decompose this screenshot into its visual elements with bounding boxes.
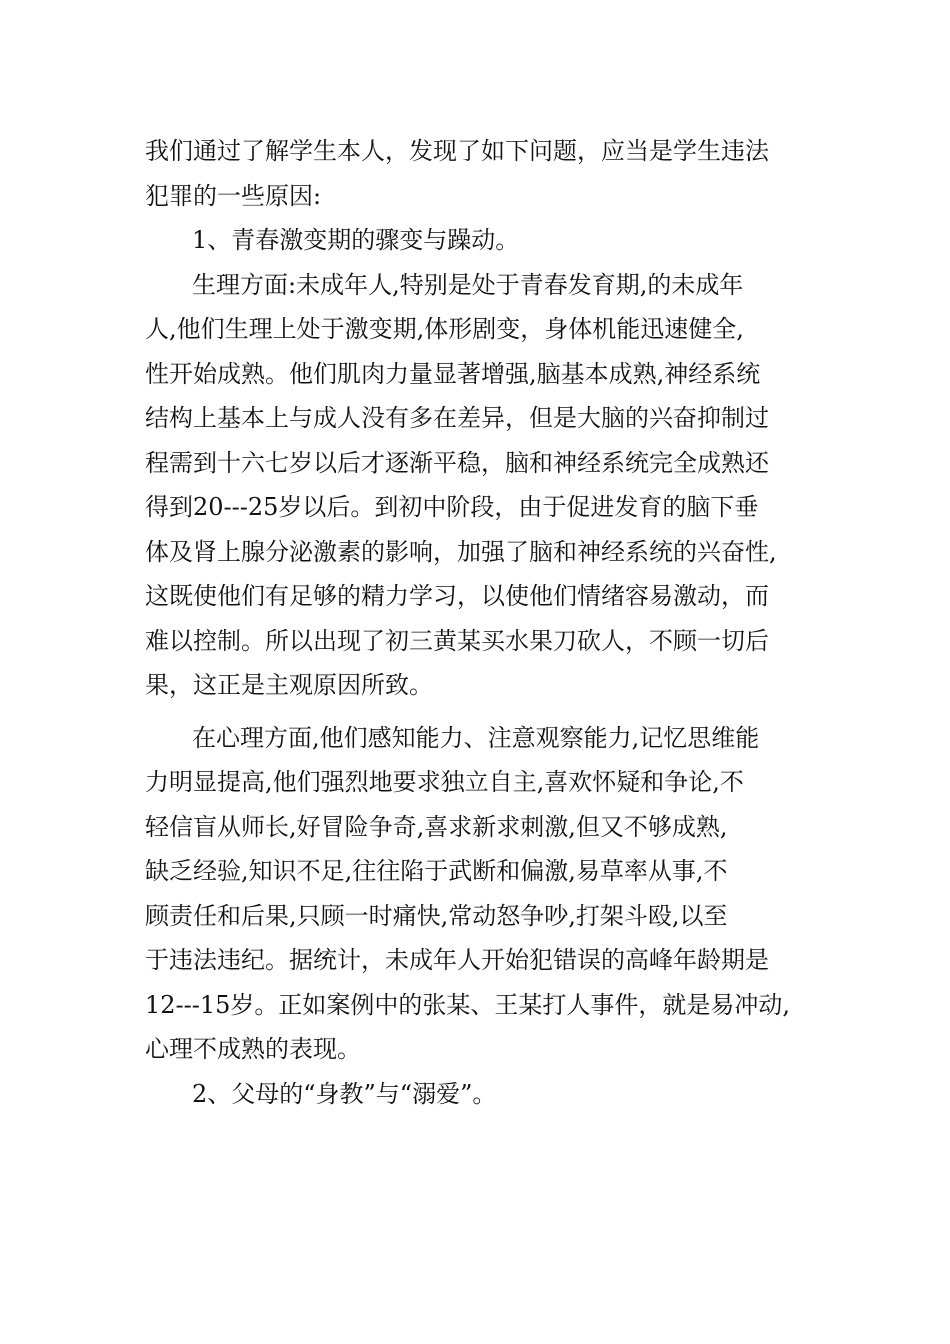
text-line: 人,他们生理上处于激变期,体形剧变，身体机能迅速健全, [145, 315, 744, 343]
text-line: 体及肾上腺分泌激素的影响，加强了脑和神经系统的兴奋性, [145, 537, 777, 566]
text-line: 轻信盲从师长,好冒险争奇,喜求新求刺激,但又不够成熟, [145, 812, 728, 841]
text-line: 难以控制。所以出现了初三黄某买水果刀砍人，不顾一切后 [145, 626, 769, 655]
text-line: 我们通过了解学生本人，发现了如下问题，应当是学生违法 [145, 137, 769, 165]
text-line: 这既使他们有足够的精力学习，以使他们情绪容易激动，而 [145, 582, 769, 610]
section-heading: 2、父母的“身教”与“溺爱”。 [192, 1079, 497, 1108]
text-line: 程需到十六七岁以后才逐渐平稳，脑和神经系统完全成熟还 [145, 448, 769, 477]
paragraph-gap [145, 708, 810, 716]
section-heading: 1、青春激变期的骤变与躁动。 [192, 226, 520, 254]
text-line: 得到20---25岁以后。到初中阶段，由于促进发育的脑下垂 [145, 493, 759, 521]
text-line: 在心理方面,他们感知能力、注意观察能力,记忆思维能 [192, 723, 760, 752]
text-line: 性开始成熟。他们肌肉力量显著增强,脑基本成熟,神经系统 [145, 359, 761, 388]
body-text [145, 129, 810, 1116]
text-line: 于违法违纪。据统计，未成年人开始犯错误的高峰年龄期是 [145, 946, 769, 974]
text-line: 缺乏经验,知识不足,往往陷于武断和偏激,易草率从事,不 [145, 857, 728, 885]
text-line: 果，这正是主观原因所致。 [145, 671, 433, 699]
text-line: 力明显提高,他们强烈地要求独立自主,喜欢怀疑和争论,不 [145, 768, 744, 796]
text-line: 顾责任和后果,只顾一时痛快,常动怒争吵,打架斗殴,以至 [145, 901, 728, 930]
text-line: 犯罪的一些原因: [145, 181, 322, 210]
text-line: 生理方面:未成年人,特别是处于青春发育期,的未成年 [192, 270, 744, 299]
text-line: 心理不成熟的表现。 [145, 1035, 361, 1063]
text-line: 结构上基本上与成人没有多在差异，但是大脑的兴奋抑制过 [145, 404, 769, 432]
text-line: 12---15岁。正如案例中的张某、王某打人事件，就是易冲动, [145, 990, 791, 1019]
